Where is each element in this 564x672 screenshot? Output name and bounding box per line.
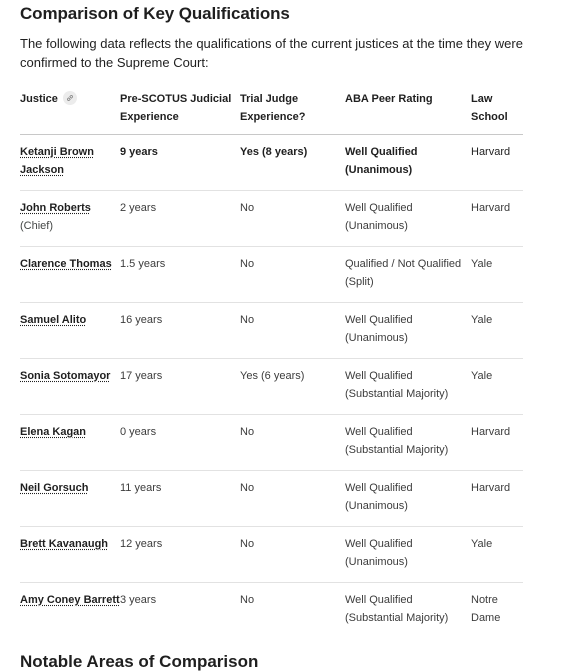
experience-cell: 1.5 years [120, 247, 240, 303]
trial-cell: No [240, 415, 345, 471]
justice-note: (Chief) [20, 219, 54, 232]
table-row [20, 191, 523, 247]
aba-cell: Well Qualified (Substantial Majority) [345, 359, 471, 415]
trial-cell: No [240, 527, 345, 583]
trial-cell: No [240, 191, 345, 247]
header-aba: ABA Peer Rating [345, 84, 471, 135]
justice-link[interactable]: John Roberts [20, 202, 91, 214]
experience-cell: 2 years [120, 191, 240, 247]
qualifications-table [20, 84, 523, 638]
law-cell: Harvard [471, 415, 523, 471]
header-justice-label: Justice [20, 93, 58, 105]
trial-cell: Yes (8 years) [240, 135, 345, 191]
experience-cell: 12 years [120, 527, 240, 583]
header-experience: Pre-SCOTUS Judicial Experience [120, 84, 240, 135]
trial-cell: No [240, 471, 345, 527]
law-cell: Yale [471, 527, 523, 583]
trial-cell: No [240, 247, 345, 303]
aba-cell: Well Qualified (Substantial Majority) [345, 415, 471, 471]
aba-cell: Well Qualified (Unanimous) [345, 527, 471, 583]
law-cell: Yale [471, 359, 523, 415]
table-row [20, 247, 523, 303]
experience-cell: 9 years [120, 135, 240, 191]
table-row [20, 303, 523, 359]
justice-link[interactable]: Amy Coney Barrett [20, 594, 120, 606]
link-icon[interactable] [63, 91, 77, 105]
header-justice [20, 84, 120, 135]
table-row [20, 359, 523, 415]
aba-cell: Qualified / Not Qualified (Split) [345, 247, 471, 303]
section-title: Comparison of Key Qualifications [20, 4, 290, 23]
trial-cell: No [240, 594, 255, 606]
table-row [20, 583, 523, 639]
justice-link[interactable]: Sonia Sotomayor [20, 370, 111, 382]
intro-paragraph: The following data reflects the qualifications of the current justices at the time they were confirmed to the Supreme Court: [20, 36, 523, 70]
law-cell: Harvard [471, 135, 523, 191]
justice-link[interactable]: Elena Kagan [20, 426, 87, 438]
aba-cell: Well Qualified (Unanimous) [345, 135, 471, 191]
justice-link[interactable]: Brett Kavanaugh [20, 538, 109, 550]
trial-cell: No [240, 303, 345, 359]
justice-link[interactable]: Samuel Alito [20, 314, 87, 326]
experience-cell: 3 years [120, 594, 157, 606]
header-law: Law School [471, 84, 523, 135]
law-cell: Yale [471, 303, 523, 359]
aba-cell: Well Qualified (Unanimous) [345, 471, 471, 527]
table-header-row [20, 84, 523, 135]
table-row [20, 527, 523, 583]
experience-cell: 17 years [120, 359, 240, 415]
table-row [20, 135, 523, 191]
aba-cell: Well Qualified (Substantial Majority) [345, 594, 449, 624]
experience-cell: 16 years [120, 303, 240, 359]
aba-cell: Well Qualified (Unanimous) [345, 303, 471, 359]
justice-link[interactable]: Neil Gorsuch [20, 482, 89, 494]
law-cell: Harvard [471, 471, 523, 527]
aba-cell: Well Qualified (Unanimous) [345, 191, 471, 247]
law-cell: Harvard [471, 191, 523, 247]
trial-cell: Yes (6 years) [240, 359, 345, 415]
table-row [20, 415, 523, 471]
table-row [20, 471, 523, 527]
justice-link[interactable]: Clarence Thomas [20, 258, 112, 270]
next-section-heading: Notable Areas of Comparison [20, 652, 259, 671]
law-cell: Yale [471, 247, 523, 303]
experience-cell: 0 years [120, 415, 240, 471]
law-cell: Notre Dame [471, 594, 501, 624]
header-trial: Trial Judge Experience? [240, 84, 345, 135]
experience-cell: 11 years [120, 471, 240, 527]
justice-link[interactable]: Ketanji Brown Jackson [20, 146, 94, 176]
